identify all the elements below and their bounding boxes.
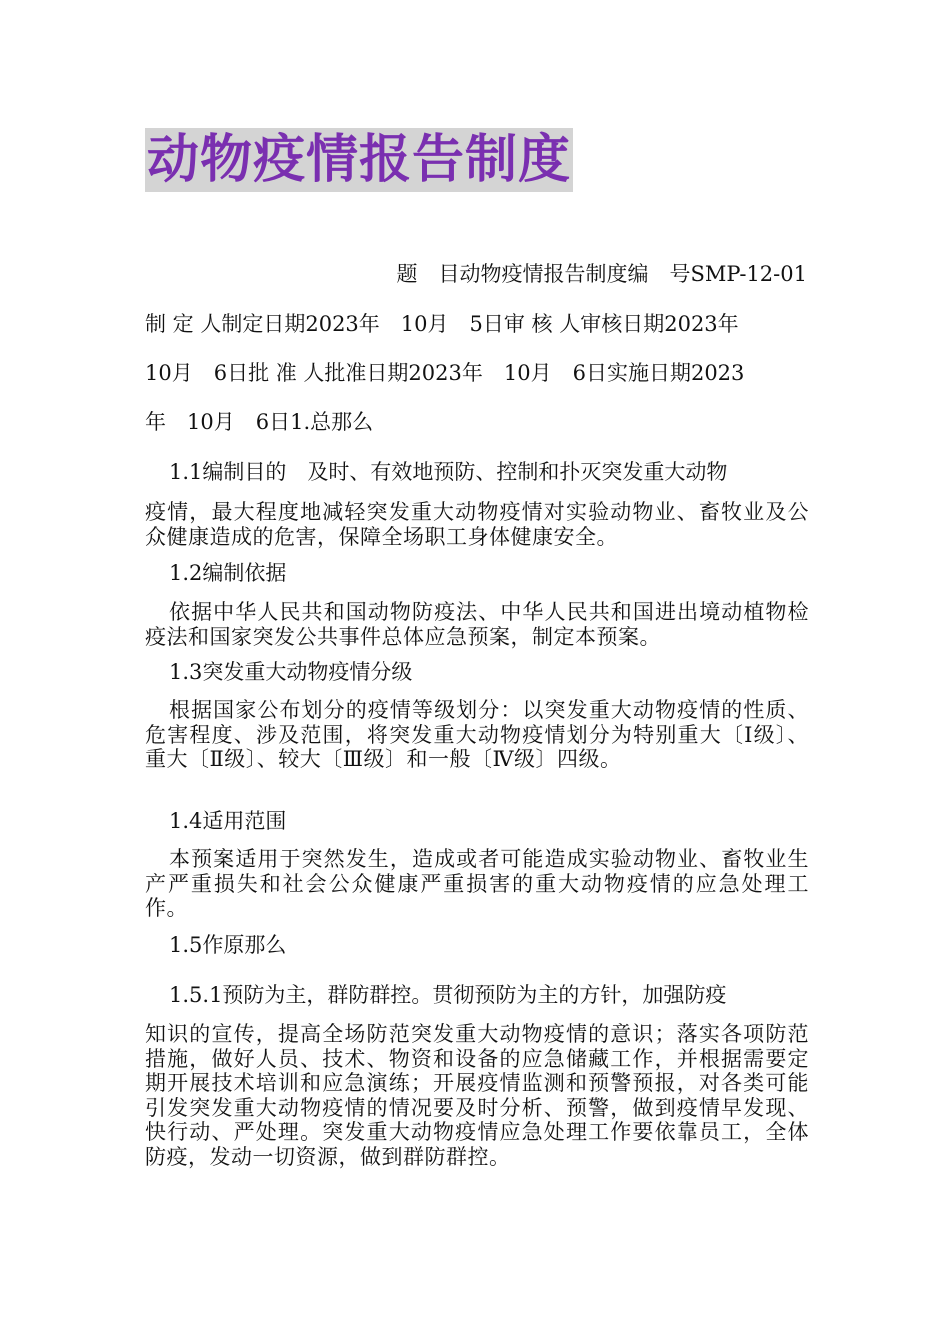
section-1-2-body: 依据中华人民共和国动物防疫法、中华人民共和国进出境动植物检疫法和国家突发公共事件总体应急预案，制定本预案。 [145,600,809,649]
section-1-5-1-heading-line: 1.5.1预防为主，群防群控。贯彻预防为主的方针，加强防疫 [169,983,727,1007]
meta-line-author-date: 制 定 人制定日期2023年 10月 5日审 核 人审核日期2023年 [145,312,739,336]
document-title: 动物疫情报告制度 [147,130,572,190]
section-1-4-heading: 1.4适用范围 [169,809,287,833]
section-1-2-heading: 1.2编制依据 [169,561,287,585]
meta-line-approval-date: 10月 6日批 准 人批准日期2023年 10月 6日实施日期2023 [145,361,745,385]
meta-line-title-number: 题 目动物疫情报告制度编 号SMP-12-01 [396,262,807,286]
meta-line-effective-date: 年 10月 6日1.总那么 [145,410,374,434]
section-1-3-heading: 1.3突发重大动物疫情分级 [169,660,413,684]
section-1-1-body: 疫情，最大程度地减轻突发重大动物疫情对实验动物业、畜牧业及公众健康造成的危害，保障全场职工身体健康安全。 [145,500,809,549]
section-1-3-body: 根据国家公布划分的疫情等级划分：以突发重大动物疫情的性质、危害程度、涉及范围，将突发重大动物疫情划分为特别重大〔Ⅰ级〕、重大〔Ⅱ级〕、较大〔Ⅲ级〕和一般〔Ⅳ级〕四级。 [145,698,809,771]
section-1-4-body: 本预案适用于突然发生，造成或者可能造成实验动物业、畜牧业生产严重损失和社会公众健康严重损害的重大动物疫情的应急处理工作。 [145,847,809,920]
section-1-1-heading-line: 1.1编制目的 及时、有效地预防、控制和扑灭突发重大动物 [169,460,728,484]
section-1-5-heading: 1.5作原那么 [169,933,287,957]
section-1-5-1-body: 知识的宣传，提高全场防范突发重大动物疫情的意识；落实各项防范措施，做好人员、技术、物资和设备的应急储藏工作，并根据需要定期开展技术培训和应急演练；开展疫情监测和预警预报，对各类可能引发突发重大动物疫情的情况要及时分析、预警，做到疫情早发现、快行动、严处理。突发重大动物疫情应急处理工作要依靠员工，全体防疫，发动一切资源，做到群防群控。 [145,1022,809,1169]
